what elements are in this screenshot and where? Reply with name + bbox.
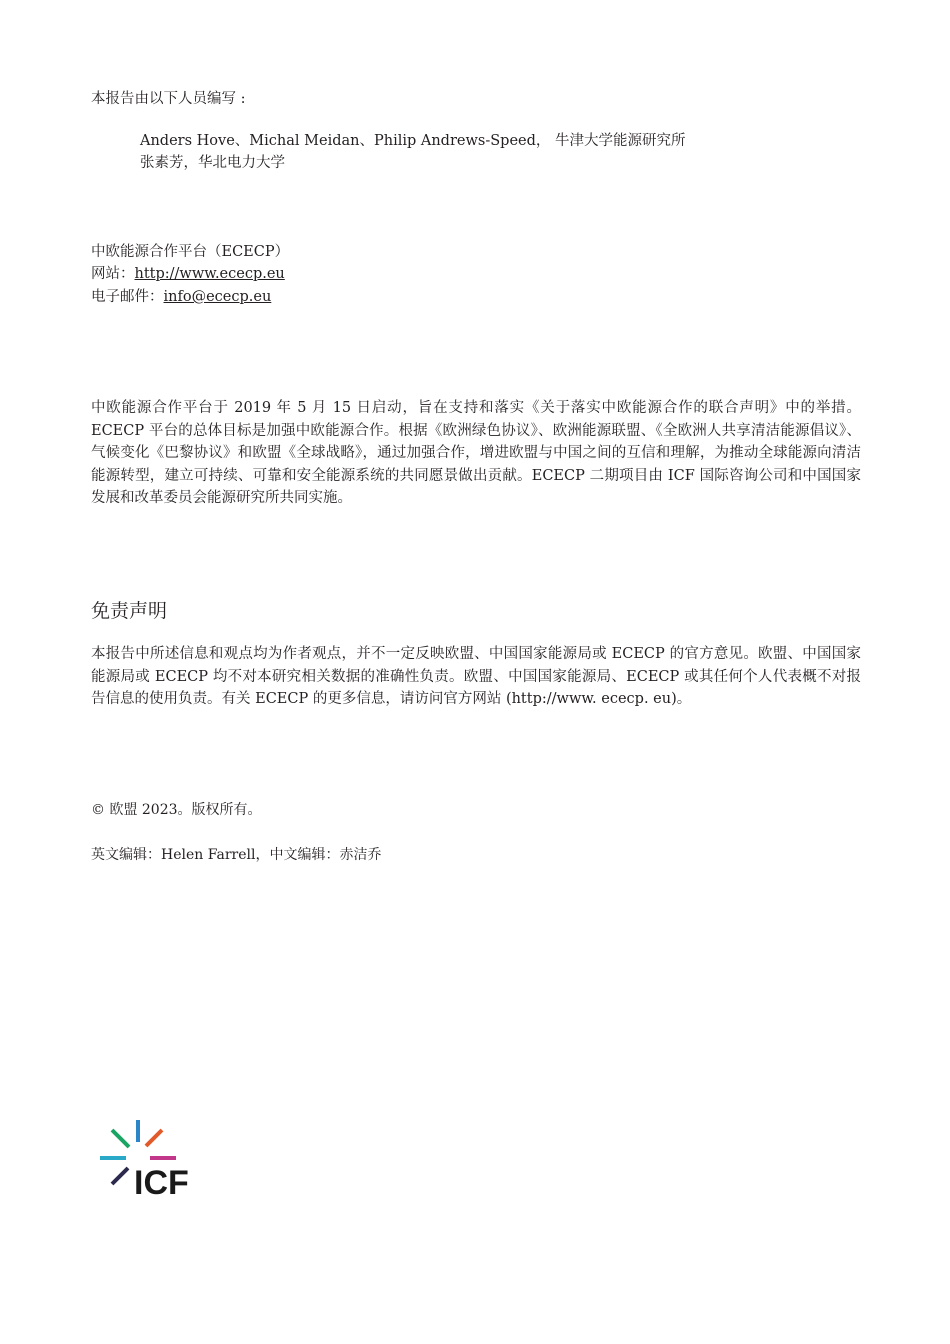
authors-line-ncepu: 张素芳，华北电力大学	[140, 155, 285, 171]
disclaimer-title: 免责声明	[91, 600, 168, 622]
email-link[interactable]: info@ececp.eu	[163, 289, 272, 305]
website-label: 网站：	[91, 266, 135, 282]
authors-intro: 本报告由以下人员编写 :	[91, 91, 246, 107]
disclaimer-paragraph: 本报告中所述信息和观点均为作者观点，并不一定反映欧盟、中国国家能源局或 ECECP 的官方意见。欧盟、中国国家能源局或 ECECP 均不对本研究相关数据的准确性负责。欧盟、中国国家能源局、ECECP 或其任何个人代表概不对报告信息的使用负责。有关 ECECP 的更多信息，请访问官方网站 (http://www. ececp. eu)。	[91, 646, 861, 707]
logo-ray-orange	[146, 1130, 162, 1146]
contact-email-row	[91, 287, 271, 307]
contact-org: 中欧能源合作平台（ECECP）	[91, 244, 290, 260]
website-link[interactable]: http://www.ececp.eu	[134, 266, 285, 282]
authors-line-oxford: Anders Hove、Michal Meidan、Philip Andrews-Speed， 牛津大学能源研究所	[140, 133, 686, 149]
logo-ray-green	[112, 1130, 129, 1147]
copyright: © 欧盟 2023。版权所有。	[91, 802, 262, 818]
editors: 英文编辑：Helen Farrell，中文编辑：赤洁乔	[91, 847, 382, 863]
email-label: 电子邮件：	[91, 289, 164, 305]
logo-wordmark: ICF	[134, 1164, 189, 1202]
contact-website-row	[91, 264, 285, 284]
icf-logo	[96, 1114, 206, 1204]
about-paragraph: 中欧能源合作平台于 2019 年 5 月 15 日启动，旨在支持和落实《关于落实中欧能源合作的联合声明》中的举措。ECECP 平台的总体目标是加强中欧能源合作。根据《欧洲绿色协议》、欧洲能源联盟、《全欧洲人共享清洁能源倡议》、气候变化《巴黎协议》和欧盟《全球战略》，通过加强合作，增进欧盟与中国之间的互信和理解，为推动全球能源向清洁能源转型，建立可持续、可靠和安全能源系统的共同愿景做出贡献。ECECP 二期项目由 ICF 国际咨询公司和中国国家发展和改革委员会能源研究所共同实施。	[91, 400, 861, 506]
logo-ray-navy	[112, 1168, 128, 1184]
